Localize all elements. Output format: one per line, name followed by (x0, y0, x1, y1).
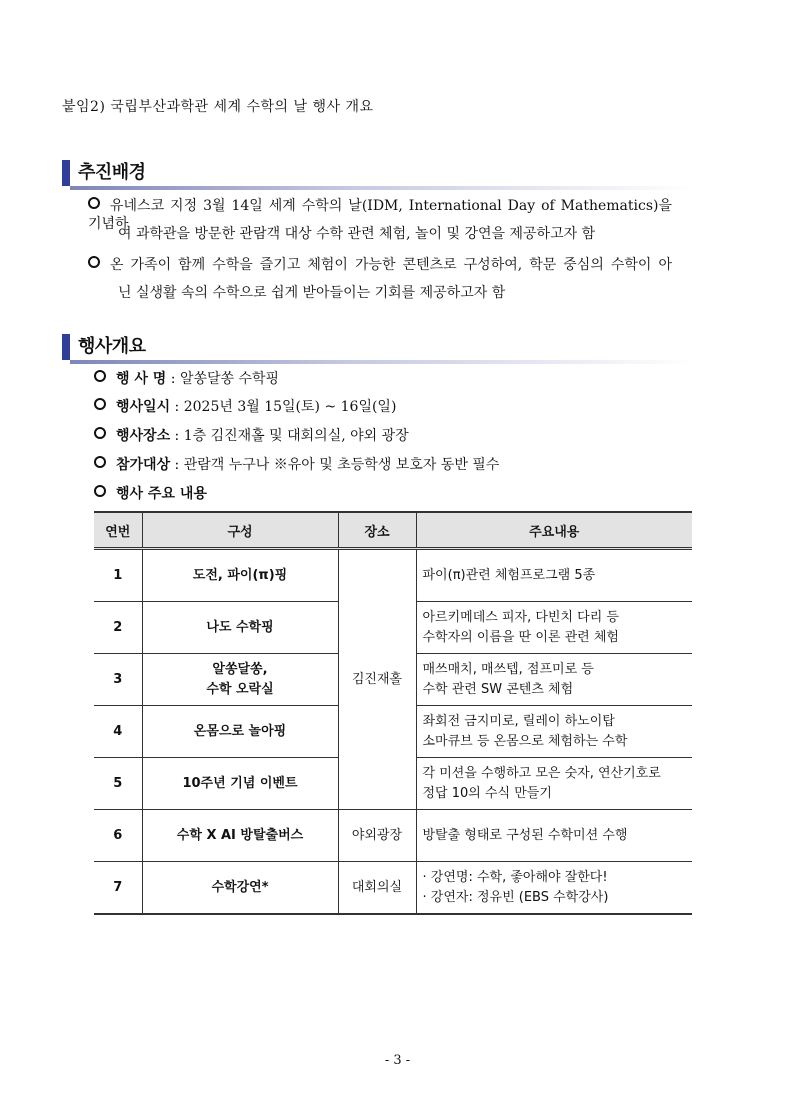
table-header-row (94, 512, 692, 549)
overview-item-contents (94, 485, 207, 503)
overview-value: : 1층 김진재홀 및 대회의실, 야외 광장 (170, 428, 409, 444)
event-contents-table (94, 511, 692, 915)
overview-value: : 2025년 3월 15일(토) ~ 16일(일) (170, 399, 397, 415)
circle-bullet-icon (94, 370, 106, 382)
row-composition (142, 602, 338, 654)
overview-label: 행 사 명 (116, 371, 167, 387)
circle-bullet-icon (94, 427, 106, 439)
section-title: 추진배경 (78, 162, 146, 183)
overview-item-place (94, 427, 409, 445)
row-content (416, 602, 692, 654)
row-no: 4 (94, 706, 142, 758)
background-bullet-2-line1 (88, 256, 672, 274)
content-line: 수학자의 이름을 딴 이론 관련 체험 (422, 629, 619, 645)
overview-value: : 알쏭달쏭 수학핑 (166, 371, 280, 387)
section-overview-heading (62, 334, 692, 360)
row-composition (142, 810, 338, 862)
circle-bullet-icon (88, 197, 100, 209)
content-line: 매쓰매치, 매쓰텝, 점프미로 등 (422, 661, 594, 677)
row-content (416, 810, 692, 862)
content-line: 파이(π)관련 체험프로그램 5종 (422, 567, 596, 583)
overview-label: 행사 주요 내용 (116, 486, 207, 502)
content-line: 방탈출 형태로 구성된 수학미션 수행 (422, 827, 628, 843)
row-no: 7 (94, 862, 142, 915)
composition-line: 수학강연* (211, 879, 269, 895)
composition-line: 알쏭달쏭, (212, 661, 268, 677)
row-no: 5 (94, 758, 142, 810)
overview-item-target (94, 456, 499, 474)
row-place: 김진재홀 (338, 549, 416, 810)
content-line: 수학 관련 SW 콘텐츠 체험 (422, 681, 574, 697)
page-number: - 3 - (384, 1053, 411, 1068)
header-place: 장소 (338, 512, 416, 549)
table-row (94, 810, 692, 862)
row-place: 야외광장 (338, 810, 416, 862)
content-line: 각 미션을 수행하고 모은 숫자, 연산기호로 (422, 765, 661, 781)
content-line: 소마큐브 등 온몸으로 체험하는 수학 (422, 733, 628, 749)
bullet-text: 온 가족이 함께 수학을 즐기고 체험이 가능한 콘텐츠로 구성하여, 학문 중심의 수학이 아 (110, 257, 672, 273)
row-place: 대회의실 (338, 862, 416, 915)
row-content (416, 862, 692, 915)
bullet-text: 유네스코 지정 3월 14일 세계 수학의 날(IDM, International Day of Mathematics)을 기념하 (88, 198, 672, 232)
overview-label: 행사장소 (116, 428, 171, 444)
table-row (94, 549, 692, 602)
background-bullet-2-line2: 닌 실생활 속의 수학으로 쉽게 받아들이는 기회를 제공하고자 함 (118, 285, 506, 301)
header-composition: 구성 (142, 512, 338, 549)
composition-line: 도전, 파이(π)핑 (192, 567, 288, 583)
overview-label: 행사일시 (116, 399, 171, 415)
row-content (416, 758, 692, 810)
content-line: 아르키메데스 피자, 다빈치 다리 등 (422, 609, 619, 625)
background-bullet-1-line2: 여 과학관을 방문한 관람객 대상 수학 관련 체험, 놀이 및 강연을 제공하고자 함 (118, 226, 596, 242)
header-content: 주요내용 (416, 512, 692, 549)
header-no: 연번 (94, 512, 142, 549)
section-background-heading (62, 160, 692, 186)
row-composition (142, 549, 338, 602)
composition-line: 수학 X AI 방탈출버스 (176, 827, 304, 843)
row-no: 6 (94, 810, 142, 862)
attachment-title: 붙임2) 국립부산과학관 세계 수학의 날 행사 개요 (62, 99, 374, 115)
row-content (416, 706, 692, 758)
circle-bullet-icon (88, 256, 100, 268)
composition-line: 나도 수학핑 (206, 619, 274, 635)
content-line: 좌회전 금지미로, 릴레이 하노이탑 (422, 713, 615, 729)
overview-item-date (94, 398, 396, 416)
overview-value: : 관람객 누구나 ※유아 및 초등학생 보호자 동반 필수 (170, 457, 500, 473)
row-composition (142, 706, 338, 758)
composition-line: 온몸으로 놀아핑 (193, 723, 287, 739)
composition-line: 10주년 기념 이벤트 (182, 775, 298, 791)
content-line: · 강연명: 수학, 좋아해야 잘한다! (422, 869, 608, 885)
row-no: 2 (94, 602, 142, 654)
row-composition (142, 758, 338, 810)
table-row (94, 862, 692, 915)
composition-line: 수학 오락실 (206, 681, 274, 697)
row-content (416, 654, 692, 706)
row-no: 3 (94, 654, 142, 706)
overview-label: 참가대상 (116, 457, 171, 473)
section-bar-marker (62, 160, 70, 186)
section-underline (70, 186, 692, 190)
overview-item-name (94, 370, 279, 388)
section-title: 행사개요 (78, 336, 146, 357)
section-bar-marker (62, 334, 70, 360)
row-no: 1 (94, 549, 142, 602)
content-line: · 강연자: 정유빈 (EBS 수학강사) (422, 889, 609, 905)
circle-bullet-icon (94, 398, 106, 410)
row-content (416, 549, 692, 602)
section-underline (70, 360, 692, 364)
circle-bullet-icon (94, 485, 106, 497)
row-composition (142, 654, 338, 706)
content-line: 정답 10의 수식 만들기 (422, 785, 552, 801)
row-composition (142, 862, 338, 915)
circle-bullet-icon (94, 456, 106, 468)
